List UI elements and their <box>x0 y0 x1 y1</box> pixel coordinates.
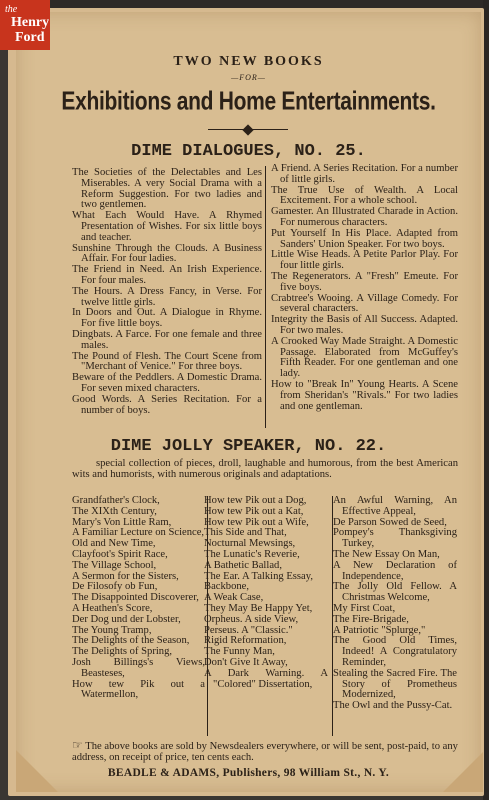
list-item: Old and New Time, <box>72 538 156 550</box>
list-item: How tew Pik out a Dog, <box>204 495 307 506</box>
list-item: Grandfather's Clock, <box>72 495 160 506</box>
list-item: Mary's Von Little Ram, <box>72 516 172 528</box>
list-item: The New Essay On Man, <box>333 548 440 560</box>
list-item: A Weak Case, <box>204 592 264 604</box>
list-item: Dingbats. A Farce. For one female and three males. <box>72 328 262 351</box>
speaker-column-3 <box>333 496 457 712</box>
list-item: Put Yourself In His Place. Adapted from Sanders' Union Speaker. For two boys. <box>271 227 458 250</box>
list-item: The Delights of the Season, <box>72 635 190 647</box>
header-for: —FOR— <box>231 73 266 82</box>
list-item: In Doors and Out. A Dialogue in Rhyme. For five little boys. <box>72 307 262 330</box>
list-item: My First Coat, <box>333 602 396 614</box>
dialogues-left-column <box>72 168 262 416</box>
list-item: De Parson Sowed de Seed, <box>333 516 447 528</box>
list-item: Little Wise Heads. A Petite Parlor Play. For four little girls. <box>271 249 458 272</box>
list-item: This Side and That, <box>204 527 287 539</box>
list-item: The Lunatic's Reverie, <box>204 548 300 560</box>
header-two-new-books: TWO NEW BOOKS <box>173 54 324 69</box>
photo-corner-left <box>16 750 58 792</box>
list-item: Backbone, <box>204 581 250 593</box>
list-item: A New Declaration of Independence, <box>333 559 457 582</box>
header-title: Exhibitions and Home Entertainments. <box>61 87 436 116</box>
list-item: Sunshine Through the Clouds. A Business Affair. For four ladies. <box>72 242 262 265</box>
list-item: Stealing the Sacred Fire. The Story of Prometheus Modernized, <box>333 667 457 701</box>
list-item: The Good Old Times, Indeed! A Congratulatory Reminder, <box>333 635 457 668</box>
list-item: The Owl and the Pussy-Cat. <box>333 700 453 712</box>
list-item: A Patriotic "Splurge," <box>333 624 426 636</box>
list-item: How tew Pik out a Wife, <box>204 516 309 528</box>
list-item: A Familiar Lecture on Science, <box>72 527 205 539</box>
photo-corner-right <box>443 752 483 792</box>
list-item: Clayfoot's Spirit Race, <box>72 548 168 560</box>
list-item: A Dark Warning. A "Colored" Dissertation, <box>204 667 328 690</box>
pointing-hand-icon: ☞ <box>72 738 83 752</box>
henry-ford-logo <box>0 0 50 50</box>
list-item: The Societies of the Delectables and Les Miserables. A very Social Drama with a Reform Suggestion. For two ladies and two gentlemen. <box>72 167 262 211</box>
list-item: A Friend. A Series Recitation. For a number of little girls. <box>271 163 458 185</box>
list-item: Rigid Reformation, <box>204 635 287 647</box>
list-item: Pompey's Thanksgiving Turkey, <box>333 527 457 550</box>
list-item: Gamester. An Illustrated Charade in Action. For numerous characters. <box>271 206 458 228</box>
list-item: The Hours. A Dress Fancy, in Verse. For twelve little girls. <box>72 285 262 308</box>
list-item: Orpheus. A side View, <box>204 613 299 625</box>
ornament-divider <box>208 126 288 134</box>
list-item: An Awful Warning, An Effective Appeal, <box>333 495 457 517</box>
list-item: Crabtree's Wooing. A Village Comedy. For several characters. <box>271 292 458 315</box>
dime-dialogues-title: DIME DIALOGUES, NO. 25. <box>131 142 366 161</box>
list-item: How tew Pik out a Kat, <box>204 505 304 517</box>
list-item: How tew Pik out a Watermellon, <box>72 678 205 701</box>
speaker-column-2 <box>204 496 328 690</box>
list-item: The Young Tramp, <box>72 624 152 636</box>
speaker-column-1 <box>72 496 205 701</box>
list-item: Good Words. A Series Recitation. For a number of boys. <box>72 393 262 416</box>
list-item: The Village School, <box>72 559 157 571</box>
list-item: The Ear. A Talking Essay, <box>204 570 314 582</box>
dialogues-right-column <box>271 164 458 412</box>
list-item: The Friend in Need. An Irish Experience. For four males. <box>72 264 262 286</box>
list-item: The True Use of Wealth. A Local Excitement. For a whole school. <box>271 184 458 207</box>
list-item: Der Dog und der Lobster, <box>72 613 181 625</box>
publisher-line: BEADLE & ADAMS, Publishers, 98 William St., N. Y. <box>107 767 390 779</box>
speaker-intro: special collection of pieces, droll, laughable and humorous, from the best American wits and humorists, with numerous originals and adaptations. <box>72 458 458 480</box>
list-item: A Crooked Way Made Straight. A Domestic Passage. Elaborated from McGuffey's Fifth Reader. For one gentleman and one lady. <box>271 335 458 380</box>
logo-the: the <box>5 4 18 15</box>
list-item: Perseus. A "Classic." <box>204 624 293 636</box>
list-item: The Disappointed Discoverer, <box>72 592 199 604</box>
logo-ford: Ford <box>15 30 45 45</box>
list-item: The Delights of Spring, <box>72 646 173 658</box>
list-item: What Each Would Have. A Rhymed Presentation of Wishes. For six little boys and teacher. <box>72 210 262 243</box>
list-item: The Regenerators. A "Fresh" Emeute. For five boys. <box>271 270 458 293</box>
list-item: Nocturnal Mewsings, <box>204 538 296 550</box>
list-item: The Funny Man, <box>204 646 275 658</box>
list-item: They May Be Happy Yet, <box>204 602 313 614</box>
footer-note <box>72 740 458 763</box>
column-divider <box>265 166 266 428</box>
footer-note-text: The above books are sold by Newsdealers everywhere, or will be sent, post-paid, to any address, on receipt of price, ten cents each. <box>72 741 458 763</box>
list-item: Beware of the Peddlers. A Domestic Drama. For seven mixed characters. <box>72 372 262 394</box>
list-item: A Heathen's Score, <box>72 602 153 614</box>
list-item: Don't Give It Away, <box>204 656 288 668</box>
list-item: The Fire-Brigade, <box>333 613 409 625</box>
advertisement-page <box>16 12 481 792</box>
list-item: A Bathetic Ballad, <box>204 559 282 571</box>
list-item: A Sermon for the Sisters, <box>72 570 179 582</box>
list-item: The Pound of Flesh. The Court Scene from "Merchant of Venice." For three boys. <box>72 350 262 373</box>
jolly-speaker-title: DIME JOLLY SPEAKER, NO. 22. <box>110 437 387 456</box>
logo-henry: Henry <box>11 15 50 30</box>
list-item: How to "Break In" Young Hearts. A Scene from Sheridan's "Rivals." For two ladies and one gentleman. <box>271 378 458 412</box>
list-item: De Filosofy ob Fun, <box>72 581 158 593</box>
list-item: The Jolly Old Fellow. A Christmas Welcome, <box>333 581 457 604</box>
list-item: Integrity the Basis of All Success. Adapted. For two males. <box>271 314 458 336</box>
list-item: The XIXth Century, <box>72 505 157 517</box>
list-item: Josh Billings's Views, Beasteses, <box>72 656 205 679</box>
